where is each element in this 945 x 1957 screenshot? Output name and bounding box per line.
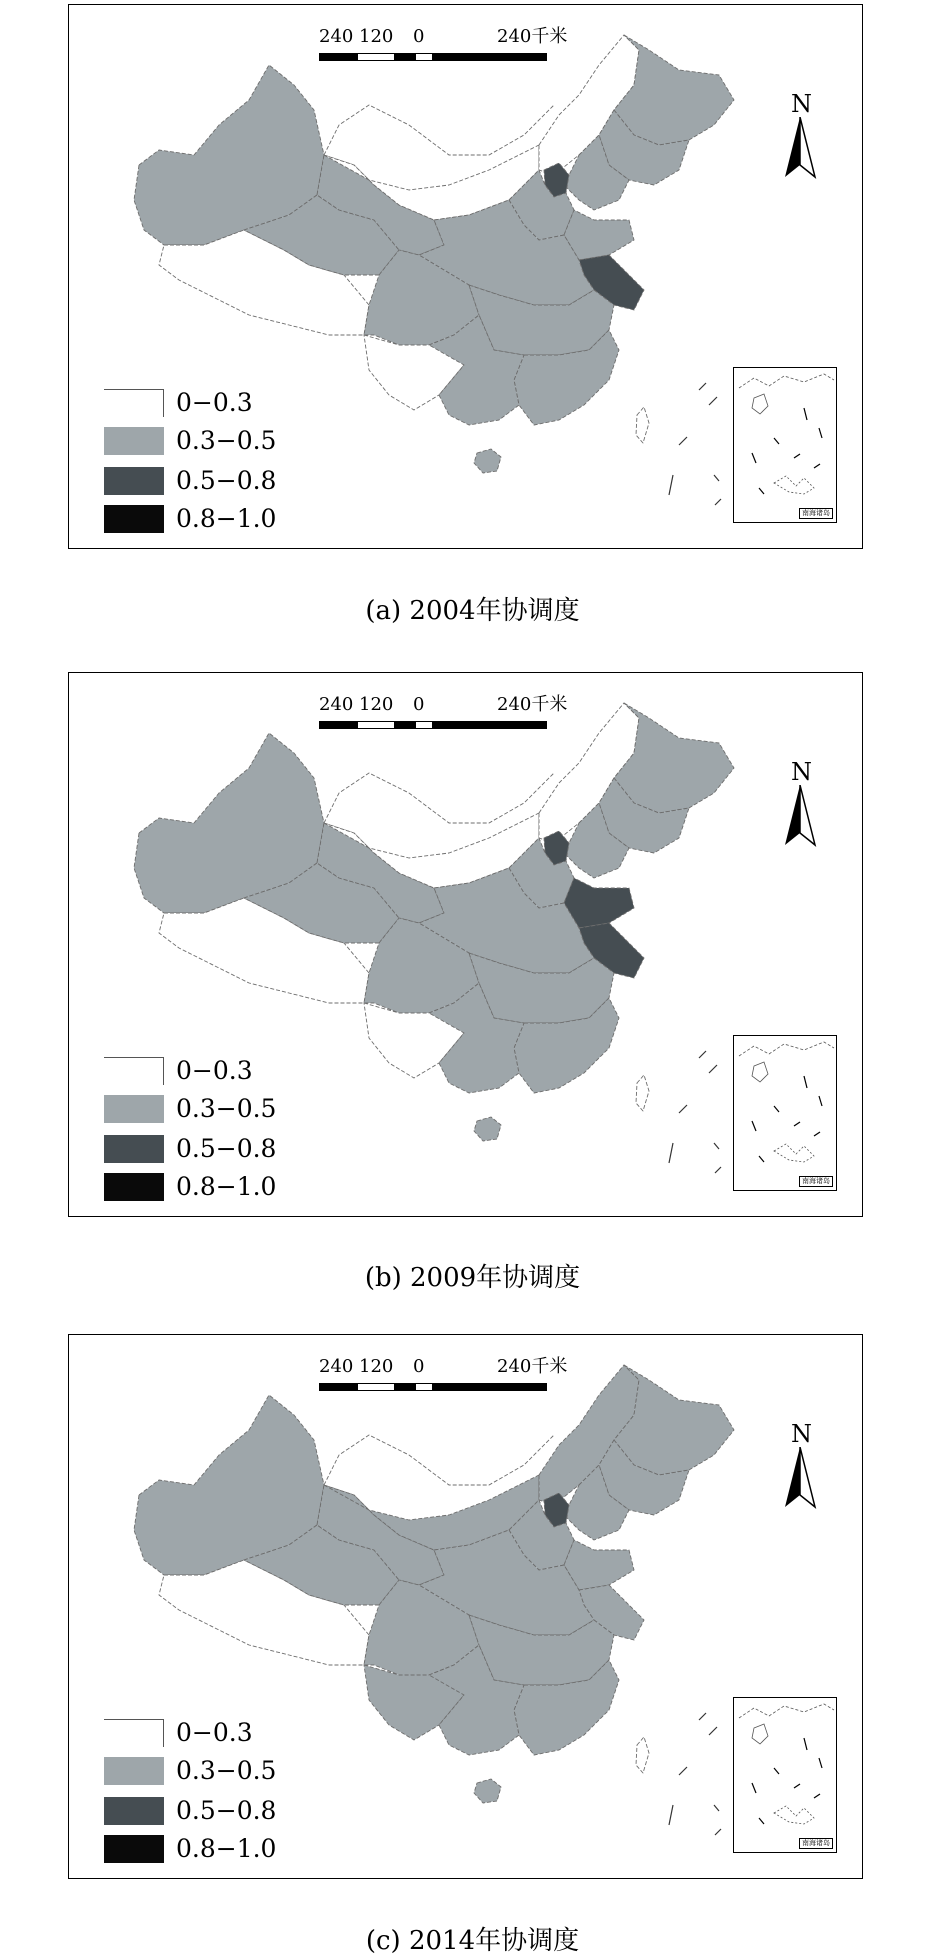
region-taiwan	[636, 1075, 649, 1111]
island-mark	[774, 1106, 779, 1112]
island-mark	[709, 1727, 717, 1735]
legend-item	[104, 425, 324, 459]
island-mark	[709, 1065, 717, 1073]
scale-segment	[319, 1383, 357, 1391]
island-mark	[709, 397, 717, 405]
legend-item	[104, 1133, 324, 1167]
scale-bar	[319, 26, 568, 67]
legend-item	[104, 1755, 324, 1789]
legend-item	[104, 387, 324, 421]
legend-swatch	[104, 389, 164, 417]
island-mark	[804, 408, 807, 420]
island-mark	[715, 1167, 721, 1173]
north-arrow	[785, 759, 825, 849]
island-mark	[819, 428, 822, 438]
inset-map	[734, 368, 836, 522]
scale-segment	[433, 53, 547, 61]
scale-label: 0	[413, 26, 425, 47]
figure-caption: (a) 2004年协调度	[365, 596, 580, 626]
island-mark	[794, 1122, 800, 1126]
island-mark	[679, 1767, 687, 1775]
inset-label: 南海诸岛	[799, 1176, 833, 1187]
island-mark	[714, 1805, 719, 1811]
island-mark	[669, 1143, 673, 1163]
inset-label: 南海诸岛	[799, 1838, 833, 1849]
map-panel	[68, 672, 863, 1217]
scale-label: 120	[359, 26, 394, 47]
legend-item	[104, 1717, 324, 1751]
scale-segment	[415, 721, 433, 729]
island-mark	[715, 1829, 721, 1835]
region-hainan	[474, 449, 501, 473]
scale-label: 120	[359, 694, 394, 715]
legend-swatch	[104, 1835, 164, 1863]
north-arrow	[785, 1421, 825, 1511]
legend-label: 0−0.3	[176, 1718, 253, 1747]
scale-label: 240	[319, 1356, 354, 1377]
border-outline	[324, 105, 554, 155]
scale-segment	[357, 1383, 395, 1391]
island-mark	[794, 1784, 800, 1788]
island-mark	[774, 1768, 779, 1774]
scale-segment	[395, 721, 415, 729]
legend-swatch	[104, 1719, 164, 1747]
figure-caption: (c) 2014年协调度	[365, 1926, 580, 1956]
region-hainan	[474, 1117, 501, 1141]
scale-segment	[415, 1383, 433, 1391]
legend-label: 0.8−1.0	[176, 504, 277, 533]
legend-label: 0.5−0.8	[176, 466, 277, 495]
island-mark	[669, 1805, 673, 1825]
scale-segment	[357, 53, 395, 61]
island-mark	[752, 1783, 756, 1793]
legend-item	[104, 1833, 324, 1867]
map-panel	[68, 1334, 863, 1879]
island-mark	[669, 475, 673, 495]
island-mark	[759, 1156, 764, 1162]
scale-bar-track	[319, 721, 547, 731]
north-letter: N	[791, 1420, 812, 1448]
scale-label: 240千米	[497, 1356, 568, 1377]
scale-label: 0	[413, 1356, 425, 1377]
north-arrow	[785, 91, 825, 181]
legend-label: 0.3−0.5	[176, 426, 277, 455]
region-hainan	[474, 1779, 501, 1803]
legend-item	[104, 1171, 324, 1205]
legend-swatch	[104, 1757, 164, 1785]
island-mark	[759, 488, 764, 494]
scale-segment	[433, 1383, 547, 1391]
scale-label: 0	[413, 694, 425, 715]
legend-label: 0.8−1.0	[176, 1172, 277, 1201]
legend-swatch	[104, 1057, 164, 1085]
island-mark	[715, 499, 721, 505]
inset-label: 南海诸岛	[799, 508, 833, 519]
south-china-sea-inset	[733, 1035, 837, 1191]
legend-swatch	[104, 427, 164, 455]
scale-segment	[433, 721, 547, 729]
figure-caption: (b) 2009年协调度	[364, 1263, 581, 1293]
island-mark	[759, 1818, 764, 1824]
legend-swatch	[104, 1173, 164, 1201]
island-mark	[714, 1143, 719, 1149]
legend-label: 0−0.3	[176, 1056, 253, 1085]
region-taiwan	[636, 407, 649, 443]
island-mark	[699, 383, 706, 390]
scale-segment	[415, 53, 433, 61]
legend-swatch	[104, 505, 164, 533]
island-mark	[679, 437, 687, 445]
north-arrow-icon	[785, 1447, 825, 1517]
border-outline	[324, 1435, 554, 1485]
legend-label: 0.5−0.8	[176, 1796, 277, 1825]
scale-segment	[395, 1383, 415, 1391]
legend-label: 0.3−0.5	[176, 1756, 277, 1785]
island-mark	[752, 1121, 756, 1131]
legend-label: 0.8−1.0	[176, 1834, 277, 1863]
scale-label: 120	[359, 1356, 394, 1377]
scale-segment	[395, 53, 415, 61]
border-outline	[324, 773, 554, 823]
inset-map	[734, 1036, 836, 1190]
scale-label: 240千米	[497, 26, 568, 47]
south-china-sea-inset	[733, 367, 837, 523]
scale-bar-track	[319, 1383, 547, 1393]
region-taiwan	[636, 1737, 649, 1773]
scale-segment	[319, 721, 357, 729]
scale-label: 240	[319, 694, 354, 715]
island-mark	[699, 1713, 706, 1720]
map-panel	[68, 4, 863, 549]
island-mark	[814, 1132, 820, 1136]
legend-item	[104, 465, 324, 499]
scale-segment	[319, 53, 357, 61]
north-letter: N	[791, 758, 812, 786]
island-mark	[752, 453, 756, 463]
island-mark	[774, 438, 779, 444]
island-mark	[699, 1051, 706, 1058]
island-mark	[679, 1105, 687, 1113]
inset-map	[734, 1698, 836, 1852]
island-mark	[814, 464, 820, 468]
island-mark	[804, 1076, 807, 1088]
scale-label: 240	[319, 26, 354, 47]
legend-item	[104, 1055, 324, 1089]
north-arrow-icon	[785, 117, 825, 187]
south-china-sea-inset	[733, 1697, 837, 1853]
scale-bar	[319, 694, 568, 735]
legend-label: 0.5−0.8	[176, 1134, 277, 1163]
legend-swatch	[104, 467, 164, 495]
legend-item	[104, 1795, 324, 1829]
scale-label: 240千米	[497, 694, 568, 715]
island-mark	[794, 454, 800, 458]
island-mark	[714, 475, 719, 481]
scale-bar	[319, 1356, 568, 1397]
island-mark	[819, 1758, 822, 1768]
island-mark	[819, 1096, 822, 1106]
north-arrow-icon	[785, 785, 825, 855]
island-mark	[804, 1738, 807, 1750]
legend-swatch	[104, 1135, 164, 1163]
legend-item	[104, 503, 324, 537]
island-mark	[814, 1794, 820, 1798]
legend-swatch	[104, 1095, 164, 1123]
legend-label: 0−0.3	[176, 388, 253, 417]
scale-segment	[357, 721, 395, 729]
scale-bar-track	[319, 53, 547, 63]
north-letter: N	[791, 90, 812, 118]
legend-label: 0.3−0.5	[176, 1094, 277, 1123]
legend-swatch	[104, 1797, 164, 1825]
legend-item	[104, 1093, 324, 1127]
